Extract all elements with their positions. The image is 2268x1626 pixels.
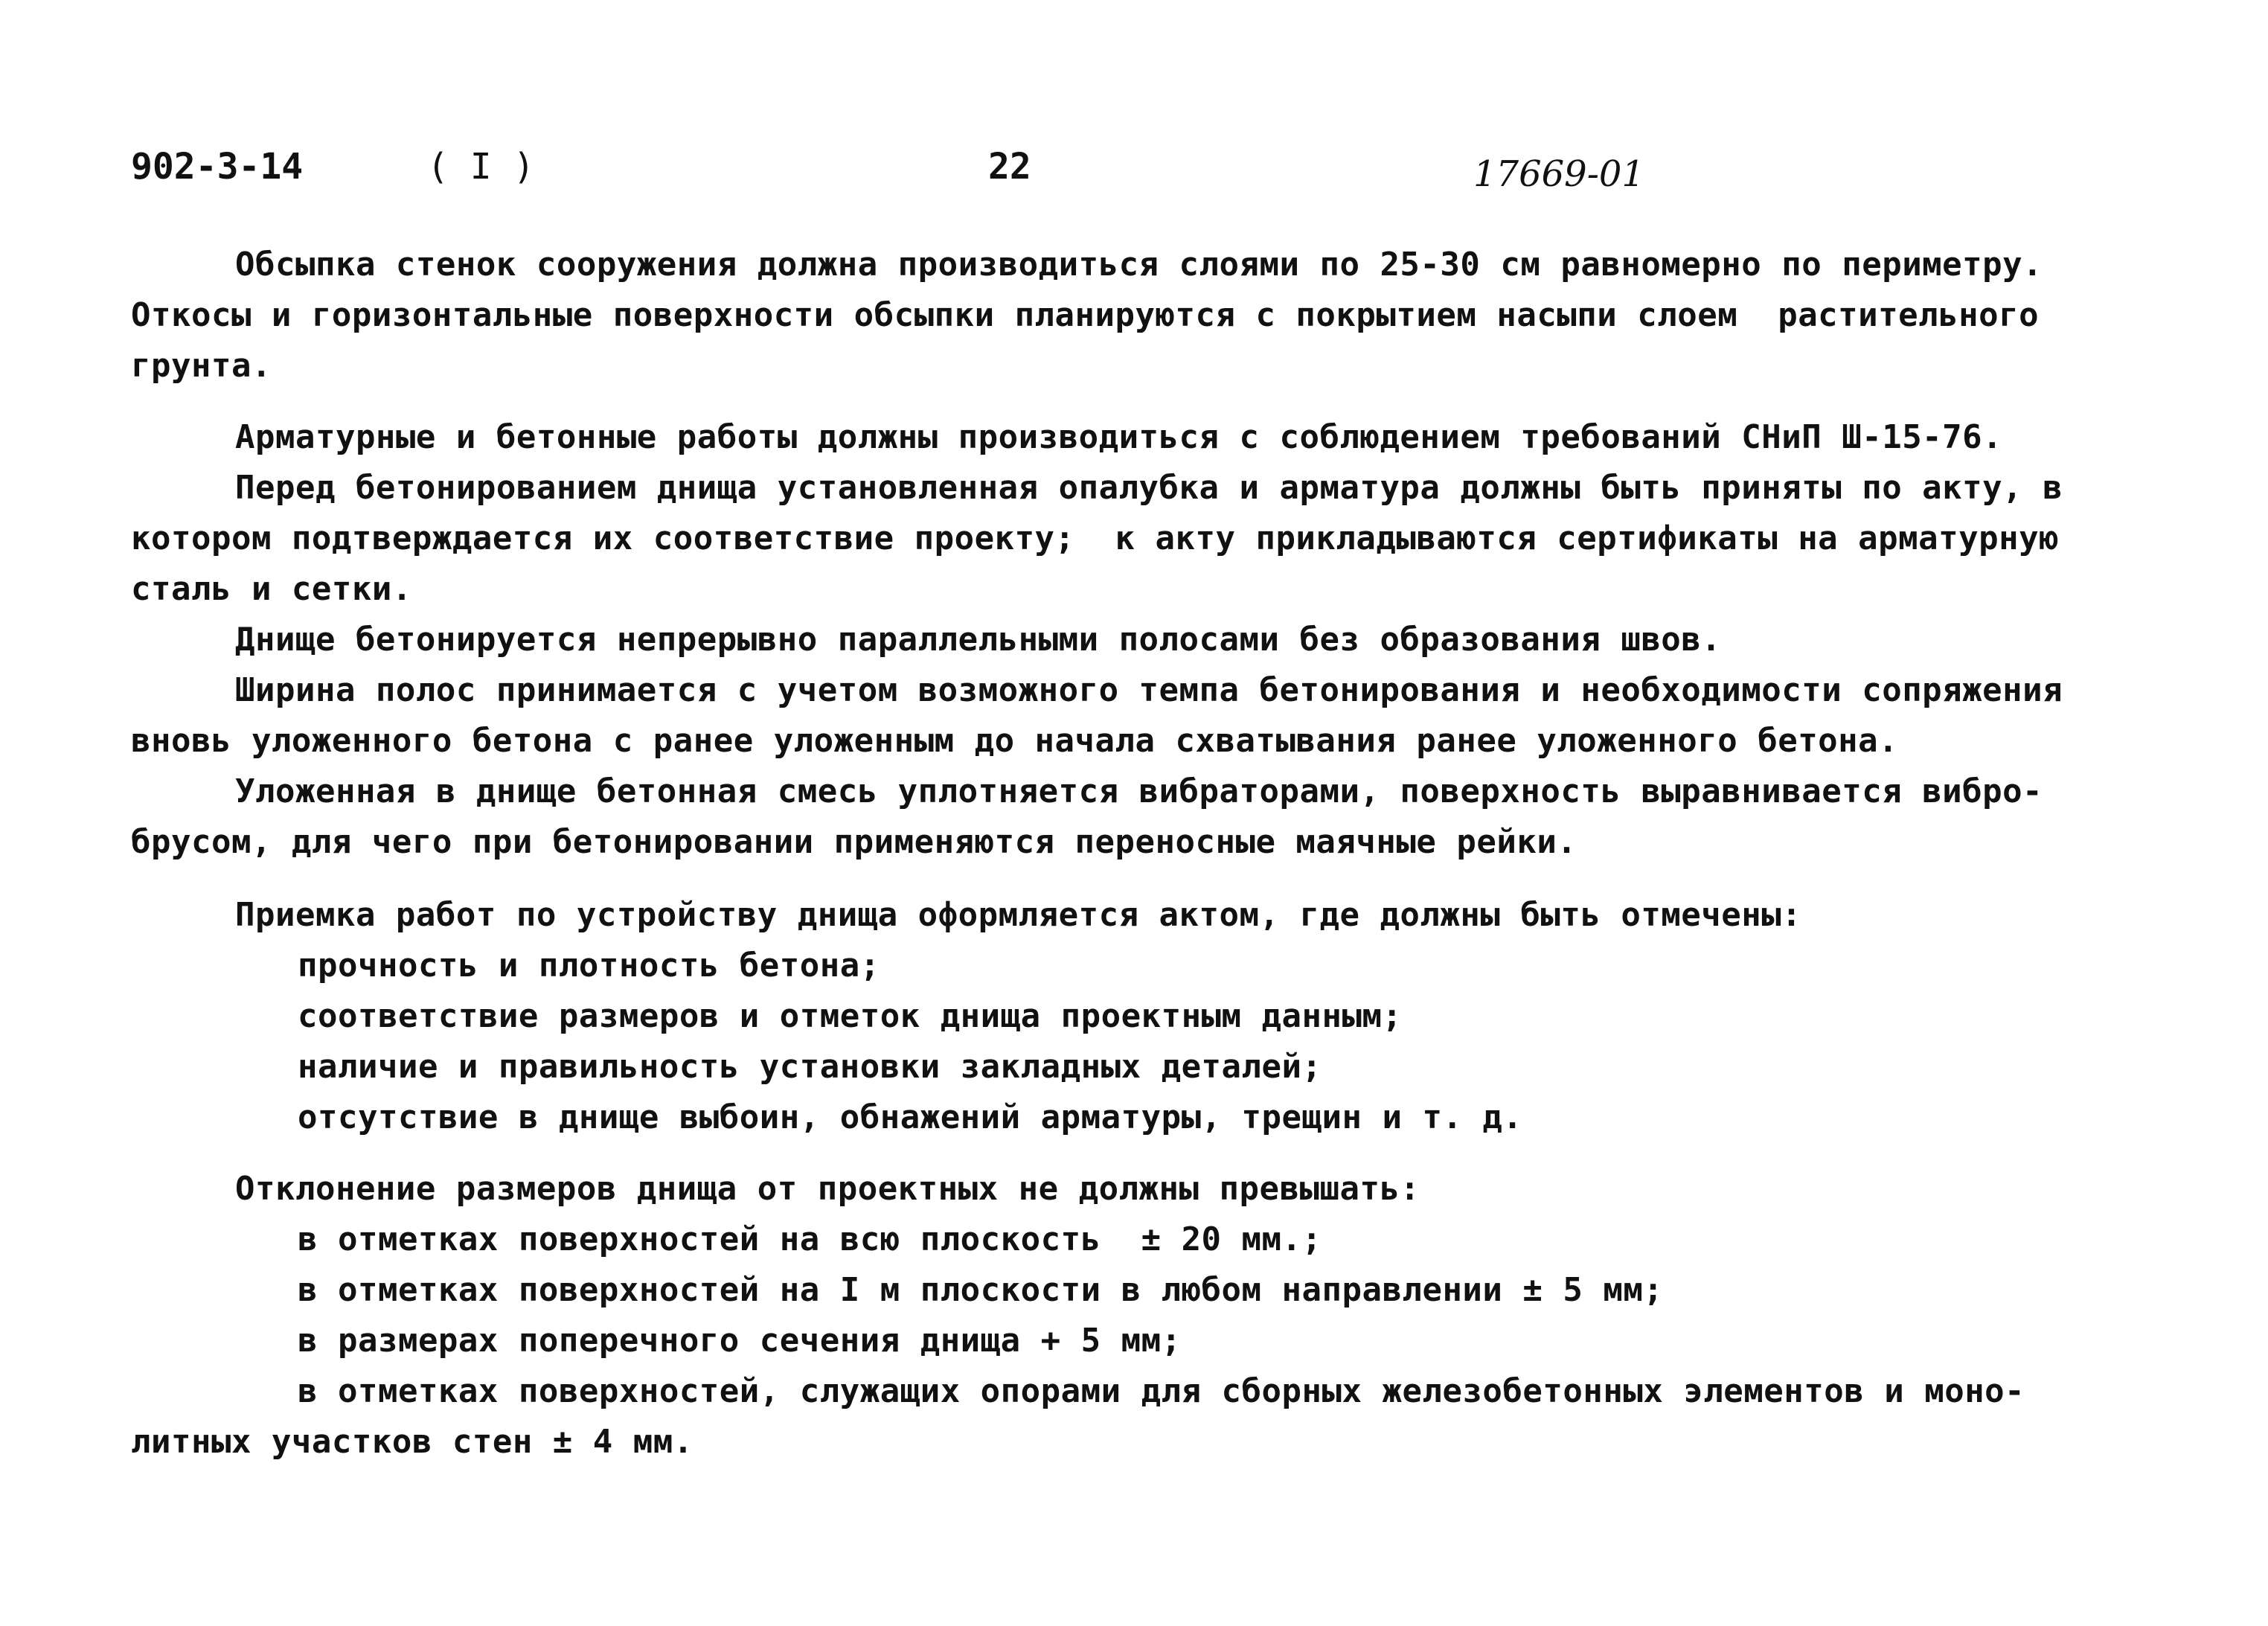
text-line: сталь и сетки. <box>131 570 412 608</box>
text-line: Уложенная в днище бетонная смесь уплотняется вибраторами, поверхность выравнивается вибро- <box>235 772 2043 810</box>
list-item: в отметках поверхностей на I м плоскости в любом направлении ± 5 мм; <box>298 1271 1664 1309</box>
text-line: Днище бетонируется непрерывно параллельными полосами без образования швов. <box>235 621 1722 659</box>
text-line: брусом, для чего при бетонировании применяются переносные маячные рейки. <box>131 823 1577 861</box>
text-line: Приемка работ по устройству днища оформляется актом, где должны быть отмечены: <box>235 896 1802 934</box>
list-item: в отметках поверхностей на всю плоскость ± 20 мм.; <box>298 1220 1322 1258</box>
document-code: 902-3-14 <box>131 146 304 188</box>
text-line: Арматурные и бетонные работы должны производиться с соблюдением требований СНиП Ш-15-76. <box>235 418 2003 456</box>
page-number: 22 <box>988 146 1031 188</box>
list-item: отсутствие в днище выбоин, обнажений арматуры, трещин и т. д. <box>298 1098 1523 1136</box>
list-item: в отметках поверхностей, служащих опорами для сборных железобетонных элементов и моно- <box>298 1372 2025 1410</box>
text-line: Ширина полос принимается с учетом возможного темпа бетонирования и необходимости сопряжения <box>235 671 2063 709</box>
list-item: наличие и правильность установки закладных деталей; <box>298 1048 1322 1086</box>
text-line: Отклонение размеров днища от проектных не должны превышать: <box>235 1170 1420 1208</box>
text-line: вновь уложенного бетона с ранее уложенным до начала схватывания ранее уложенного бетона. <box>131 722 1899 760</box>
list-item: соответствие размеров и отметок днища проектным данным; <box>298 997 1403 1035</box>
list-item: прочность и плотность бетона; <box>298 947 880 985</box>
inventory-number: 17669-01 <box>1473 153 1644 195</box>
text-line: грунта. <box>131 347 272 385</box>
text-line: литных участков стен ± 4 мм. <box>131 1423 693 1461</box>
text-line: котором подтверждается их соответствие проекту; к акту прикладываются сертификаты на арматурную <box>131 519 2060 557</box>
text-line: Перед бетонированием днища установленная опалубка и арматура должны быть приняты по акту, в <box>235 469 2063 507</box>
section-mark: ( I ) <box>427 146 535 188</box>
text-line: Обсыпка стенок сооружения должна производиться слоями по 25-30 см равномерно по периметру. <box>235 246 2043 284</box>
list-item: в размерах поперечного сечения днища + 5 мм; <box>298 1322 1182 1360</box>
text-line: Откосы и горизонтальные поверхности обсыпки планируются с покрытием насыпи слоем растительного <box>131 296 2040 334</box>
